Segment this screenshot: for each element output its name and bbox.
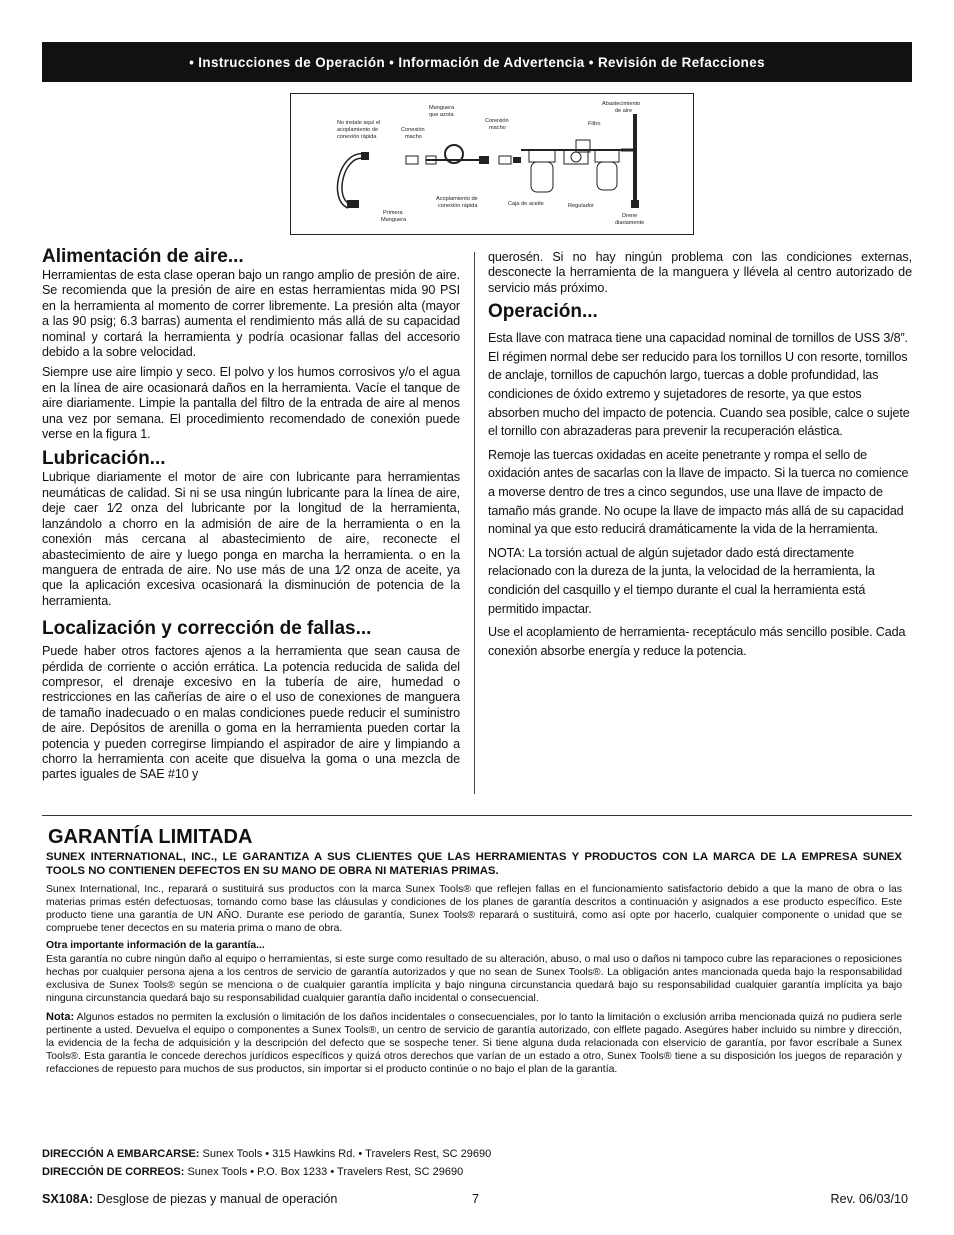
footer-description: Desglose de piezas y manual de operación [93, 1192, 338, 1206]
warranty-paragraph-2: Esta garantía no cubre ningún daño al equipo o herramientas, si este surge como resultado de su alteración, abuso, o mal uso o daños ni tampoco cubre las reparaciones o reposiciones hechas por cualquier persona ajena a los centros de servicio de garantía autorizados y que no sean de Sunex Tools®. La obligación antes mancionada queda bajo la responsabilidad exclusiva de Sunex Tools® según se menciona o de cualquier garantía implícita y bajo ninguna circunstancia quedará bajo su responsabilidad cualquier garantía implícita ya bajo ninguna circunstancia quedará bajo su responsabilidad cualquier garantía daño incidental o consecuencial. [46, 954, 902, 1004]
label-primera-2: Manguera [381, 217, 407, 223]
paragraph-operacion-4: Use el acoplamiento de herramienta- receptáculo más sencillo posible. Cada conexión absorbe energía y reduce la potencia. [488, 625, 906, 658]
left-column [42, 246, 460, 788]
mailing-address [42, 1166, 463, 1178]
label-macho-1b: macho [405, 134, 422, 140]
label-no-instale-1: No instale aquí el [337, 120, 381, 126]
warranty-note-text: Algunos estados no permiten la exclusión o limitación de los daños incidentales o consecuenciales, por lo tanto la limitación o exclusión arriba mencionada quizá no pudiera serle pertinente a usted. Devuelva el equipo o componentes a Sunex Tools®, un centro de servicio de garantía autorizado, con elflete pagado. Asegúres haber incluido su nimbre y dirección, la evidencia de la fecha de adquisición y la descripción del defecto que se sospeche tener. Si tiene alguna duda relacionada con elservicio de garantía, por favor escríbale a Sunex Tools®. Esta garantía le concede derechos jurídicos específicos y quizá otros derechos que varían de un estado a otro, Sunex Tools® tiene a su disposición los juegos de reparación y refacciones de repuesto para muchos de sus productos, sin importar si el producto continúe o no bajo el plan de la garantía. [46, 1012, 902, 1075]
footer-model [42, 1192, 337, 1206]
paragraph-operacion-1: Esta llave con matraca tiene una capacidad nominal de tornillos de USS 3/8”. El régimen normal debe ser reducido para los tornillos U con resorte, tornillos de anclaje, tornillos de capuchón largo, tuercas a doble profundidad, las condiciones de óxido extremo y sujetadores de resorte, ya que estos absorben mucho del impacto de potencia. Cuando sea posible, calce o sujete el tornillo con abrazaderas para prevenir la recuperación elástica. [488, 331, 910, 439]
male-fitting-2 [499, 156, 511, 164]
warranty-section [42, 826, 902, 1080]
label-acoplamiento-1: Acoplamiento de [436, 196, 478, 202]
header-banner: • Instrucciones de Operación • Información de Advertencia • Revisión de Refacciones [42, 42, 912, 82]
first-hose-coupler [361, 152, 369, 160]
air-supply-diagram [290, 93, 694, 235]
warranty-caps: SUNEX INTERNATIONAL, INC., LE GARANTIZA A SUS CLIENTES QUE LAS HERRAMIENTAS Y PRODUCTOS CON LA MARCA DE LA EMPRESA SUNEX TOOLS NO CONTIENEN DEFECTOS EN SU MANO DE OBRA NI MATERIAS PRIMAS. [46, 851, 902, 877]
label-abastecimiento-1: Abastecimiento [602, 101, 641, 107]
shipping-address-text: Sunex Tools • 315 Hawkins Rd. • Travelers Rest, SC 29690 [199, 1148, 492, 1160]
mailing-address-text: Sunex Tools • P.O. Box 1233 • Travelers Rest, SC 29690 [184, 1166, 464, 1178]
label-acoplamiento-2: conexión rápida [438, 203, 478, 209]
paragraph-operacion-2: Remoje las tuercas oxidadas en aceite penetrante y rompa el sello de oxidación antes de sacarlas con la llave de impacto. Si la tuerca no comience a moverse dentro de tres a cinco segundos, use una llave de impacto de tamaño más grande. No ocupe la llave de impacto más allá de su capacidad nominal ya que esto reducirá dramáticamente la vida de la herramienta. [488, 447, 909, 537]
air-supply-diagram-svg [291, 94, 693, 234]
label-drene-1: Drene [622, 213, 638, 219]
warranty-paragraph-1: Sunex International, Inc., reparará o sustituirá sus productos con la marca Sunex Tools® que reflejen fallas en el funcionamiento satisfactorio debido a que la mano de obra o las materias primas estén defectuosas, tomando como base las cláusulas y condiciones de los planes de garantía descritos a continuación y asignados a ese producto específico. Este producto tiene una garantía de UN AÑO. Durante ese periodo de garantía, Sunex Tools® reparará o sustituirá, como así opte por hacerlo, cualquier componente o unidad que se compruebe tener decectos en su materia prima o mano de obra. [46, 884, 902, 934]
page-number: 7 [472, 1192, 480, 1206]
label-macho-1a: Conexión [401, 127, 425, 133]
drain-valve [631, 200, 639, 208]
label-manguera-1: Manguera [429, 105, 455, 111]
label-no-instale-3: conexión rápida [337, 134, 377, 140]
paragraph-continuation: querosén. Si no hay ningún problema con las condiciones externas, desconecte la herramienta de la manguera y llévela al centro autorizado de servicio más próximo. [488, 250, 912, 295]
first-hose-end [347, 200, 359, 208]
oil-box [531, 162, 553, 192]
heading-alimentacion: Alimentación de aire... [42, 246, 244, 267]
male-fitting-1 [406, 156, 418, 164]
label-drene-2: diariamente [615, 220, 645, 226]
heading-lubricacion: Lubricación... [42, 448, 166, 470]
quick-coupler-right [479, 156, 489, 164]
section-divider [42, 815, 912, 816]
label-abastecimiento-2: de aire [615, 108, 633, 114]
warranty-note-label: Nota: [46, 1011, 75, 1023]
paragraph-aire-2: Siempre use aire limpio y seco. El polvo y los humos corrosivos y/o el agua en la línea de aire ocasionará daños en la herramienta. Vacíe el tanque de aire diariamente. Limpie la pantalla del filtro de la entrada de aire al menos una vez por semana. El procedimiento recomendado de conexión puede verse en la figura 1. [42, 365, 460, 442]
column-divider [474, 252, 475, 794]
paragraph-fallas: Puede haber otros factores ajenos a la herramienta que sean causa de pérdida de corriente o acción errática. La potencia reducida de salida del compresor, el drenaje excesivo en la tubería de aire, humedad o restricciones en las cañerías de aire o el uso de conexiones de manguera de tamaño inadecuado o en malas condiciones puede reducir el suministro de aire. Depósitos de arenilla o goma en la herramienta pueden cortar la potencia y pueden corregirse limpiando el aspirador de aire y limpiando a chorro la herramienta con aceite que disuelva la goma o una mezcla de partes iguales de SAE #10 y [42, 644, 460, 782]
heading-fallas: Localización y corrección de fallas... [42, 618, 372, 640]
label-caja: Caja de aceite [508, 201, 544, 207]
paragraph-lubricacion: Lubrique diariamente el motor de aire con lubricante para herramientas neumáticas de calidad. Si ni se usa ningún lubricante para la línea de aire, deje caer 1⁄2 onza del lubricante por la longitud de la herramienta, lanzándolo a chorro en la admisión de aire de la herramienta o en la conexión más cercana al abastecimiento de aire, reconecte el abastecimiento de aire y luego ponga en marcha la herramienta. o en la manguera de entrada de aire. No use más de una 1⁄2 onza de aceite, ya que la aplicación excesiva ocasionará la disminución de potencia de la herramienta. [42, 470, 460, 608]
label-macho-2a: Conexión [485, 118, 509, 124]
shipping-address-label: DIRECCIÓN A EMBARCARSE: [42, 1148, 200, 1160]
warranty-title: GARANTÍA LIMITADA [48, 826, 253, 848]
filter-bowl [597, 162, 617, 190]
shipping-address [42, 1148, 491, 1160]
label-macho-2b: macho [489, 125, 506, 131]
right-column [488, 250, 912, 665]
label-primera-1: Primera [383, 210, 403, 216]
label-filtro: Filtro [588, 121, 601, 127]
paragraph-operacion-3: NOTA: La torsión actual de algún sujetador dado está directamente relacionado con la dureza de la junta, la velocidad de la herramienta, la condición del casquillo y el tiempo durante el cual la herramienta está permitido impactar. [488, 545, 875, 616]
label-no-instale-2: acoplamiento de [337, 127, 379, 133]
warranty-subheading: Otra importante información de la garantía... [46, 940, 265, 951]
heading-operacion: Operación... [488, 301, 598, 323]
footer-model-label: SX108A: [42, 1192, 94, 1206]
mailing-address-label: DIRECCIÓN DE CORREOS: [42, 1166, 185, 1178]
label-regulador: Regulador [568, 203, 594, 209]
warranty-note [46, 1011, 902, 1076]
revision-date: Rev. 06/03/10 [830, 1192, 908, 1206]
paragraph-aire-1: Herramientas de esta clase operan bajo un rango amplio de presión de aire. Se recomienda que la presión de aire en estas herramientas mida 90 PSI en la herramienta al momento de correr libremente. La presión alta (mayor a las 90 psig; 6.3 barras) aumenta el rendimiento más allá de su capacidad nominal y cortará la herramienta y podría ocasionar fallas del accesorio debido a la sobre velocidad. [42, 268, 460, 360]
label-manguera-2: que azota [429, 112, 454, 118]
